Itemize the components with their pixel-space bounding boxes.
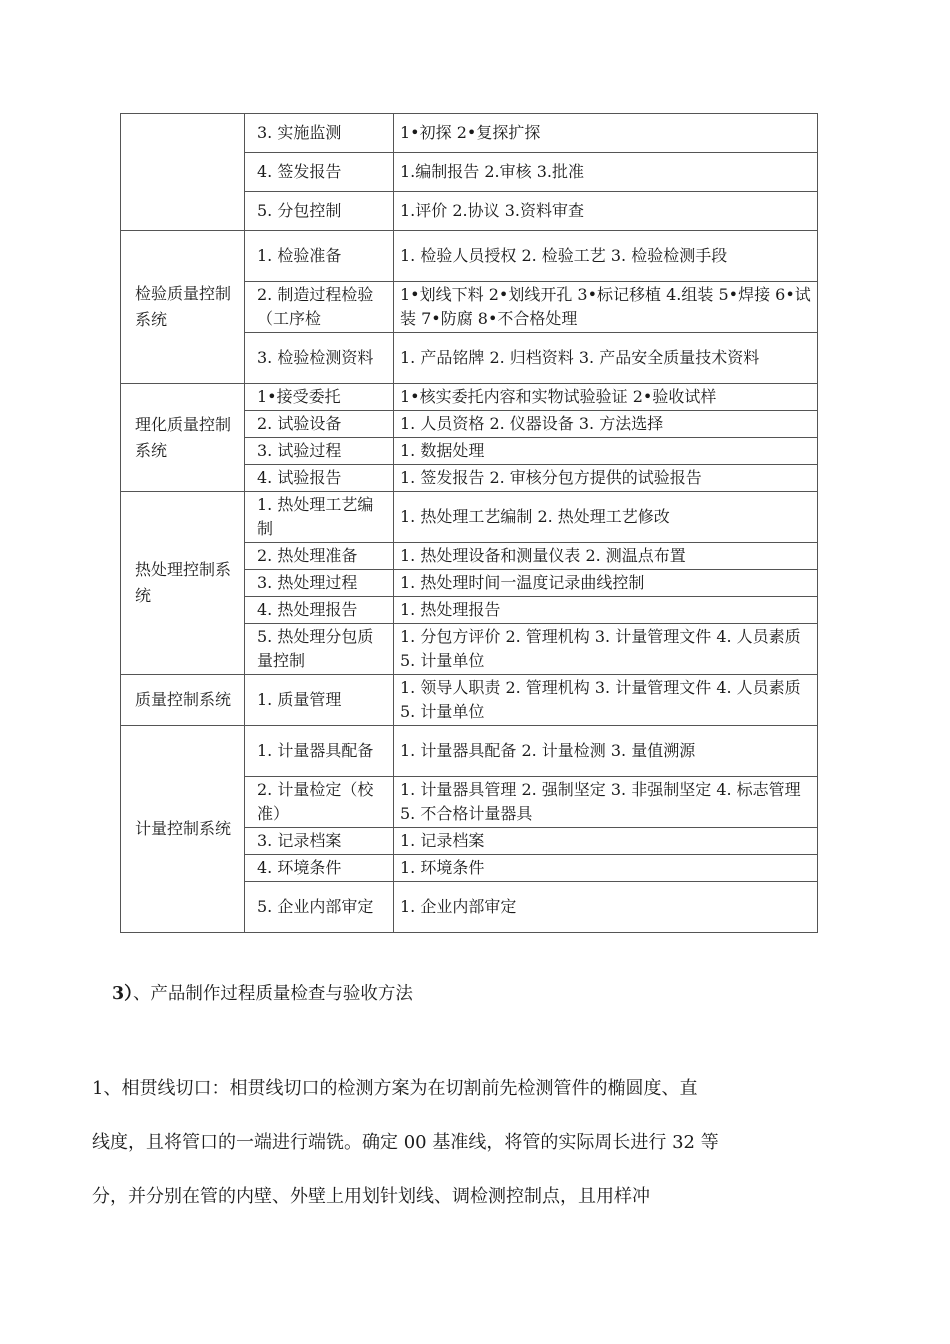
description-cell: 1.评价 2.协议 3.资料审查	[394, 192, 818, 231]
step-cell: 2. 热处理准备	[245, 543, 394, 570]
quality-control-table-body	[121, 114, 818, 933]
step-cell: 2. 制造过程检验（工序检	[245, 282, 394, 333]
step-cell: 5. 热处理分包质量控制	[245, 624, 394, 675]
description-cell: 1.编制报告 2.审核 3.批准	[394, 153, 818, 192]
description-cell: 1. 产品铭牌 2. 归档资料 3. 产品安全质量技术资料	[394, 333, 818, 384]
step-cell: 1. 质量管理	[245, 675, 394, 726]
step-cell: 4. 试验报告	[245, 465, 394, 492]
quality-control-table	[120, 113, 818, 933]
category-cell: 计量控制系统	[121, 726, 245, 933]
step-cell: 3. 热处理过程	[245, 570, 394, 597]
category-cell: 质量控制系统	[121, 675, 245, 726]
description-cell: 1•核实委托内容和实物试验验证 2•验收试样	[394, 384, 818, 411]
table-row	[121, 492, 818, 543]
step-cell: 3. 试验过程	[245, 438, 394, 465]
description-cell: 1. 分包方评价 2. 管理机构 3. 计量管理文件 4. 人员素质 5. 计量单位	[394, 624, 818, 675]
category-cell: 检验质量控制系统	[121, 231, 245, 384]
section-title: 、产品制作过程质量检查与验收方法	[132, 984, 413, 1004]
description-cell: 1•划线下料 2•划线开孔 3•标记移植 4.组装 5•焊接 6•试装 7•防腐 8•不合格处理	[394, 282, 818, 333]
step-cell: 4. 热处理报告	[245, 597, 394, 624]
step-cell: 4. 签发报告	[245, 153, 394, 192]
section-heading	[112, 980, 413, 1005]
table-row	[121, 726, 818, 777]
paragraph-line: 分，并分别在管的内壁、外壁上用划针划线、调检测控制点，且用样冲	[92, 1186, 650, 1207]
table-row	[121, 384, 818, 411]
description-cell: 1. 计量器具管理 2. 强制坚定 3. 非强制坚定 4. 标志管理 5. 不合格计量器具	[394, 777, 818, 828]
step-cell: 1. 计量器具配备	[245, 726, 394, 777]
step-cell: 2. 计量检定（校准）	[245, 777, 394, 828]
step-cell: 4. 环境条件	[245, 855, 394, 882]
step-cell: 5. 企业内部审定	[245, 882, 394, 933]
paragraph-line: 线度，且将管口的一端进行端铣。确定 00 基准线，将管的实际周长进行 32 等	[92, 1132, 719, 1153]
section-number: 3）	[112, 984, 133, 1004]
description-cell: 1. 热处理工艺编制 2. 热处理工艺修改	[394, 492, 818, 543]
description-cell: 1•初探 2•复探扩探	[394, 114, 818, 153]
description-cell: 1. 企业内部审定	[394, 882, 818, 933]
description-cell: 1. 热处理设备和测量仪表 2. 测温点布置	[394, 543, 818, 570]
description-cell: 1. 计量器具配备 2. 计量检测 3. 量值溯源	[394, 726, 818, 777]
step-cell: 3. 实施监测	[245, 114, 394, 153]
table-row	[121, 675, 818, 726]
category-cell	[121, 114, 245, 231]
table-row	[121, 114, 818, 153]
description-cell: 1. 人员资格 2. 仪器设备 3. 方法选择	[394, 411, 818, 438]
description-cell: 1. 签发报告 2. 审核分包方提供的试验报告	[394, 465, 818, 492]
description-cell: 1. 记录档案	[394, 828, 818, 855]
description-cell: 1. 热处理报告	[394, 597, 818, 624]
step-cell: 2. 试验设备	[245, 411, 394, 438]
description-cell: 1. 数据处理	[394, 438, 818, 465]
description-cell: 1. 领导人职责 2. 管理机构 3. 计量管理文件 4. 人员素质 5. 计量单位	[394, 675, 818, 726]
step-cell: 1. 检验准备	[245, 231, 394, 282]
description-cell: 1. 环境条件	[394, 855, 818, 882]
body-paragraph	[92, 1062, 852, 1224]
step-cell: 1. 热处理工艺编制	[245, 492, 394, 543]
step-cell: 3. 记录档案	[245, 828, 394, 855]
step-cell: 3. 检验检测资料	[245, 333, 394, 384]
table-row	[121, 231, 818, 282]
category-cell: 热处理控制系统	[121, 492, 245, 675]
step-cell: 5. 分包控制	[245, 192, 394, 231]
paragraph-line: 1、相贯线切口：相贯线切口的检测方案为在切割前先检测管件的椭圆度、直	[92, 1078, 698, 1099]
category-cell: 理化质量控制系统	[121, 384, 245, 492]
description-cell: 1. 检验人员授权 2. 检验工艺 3. 检验检测手段	[394, 231, 818, 282]
description-cell: 1. 热处理时间一温度记录曲线控制	[394, 570, 818, 597]
step-cell: 1•接受委托	[245, 384, 394, 411]
